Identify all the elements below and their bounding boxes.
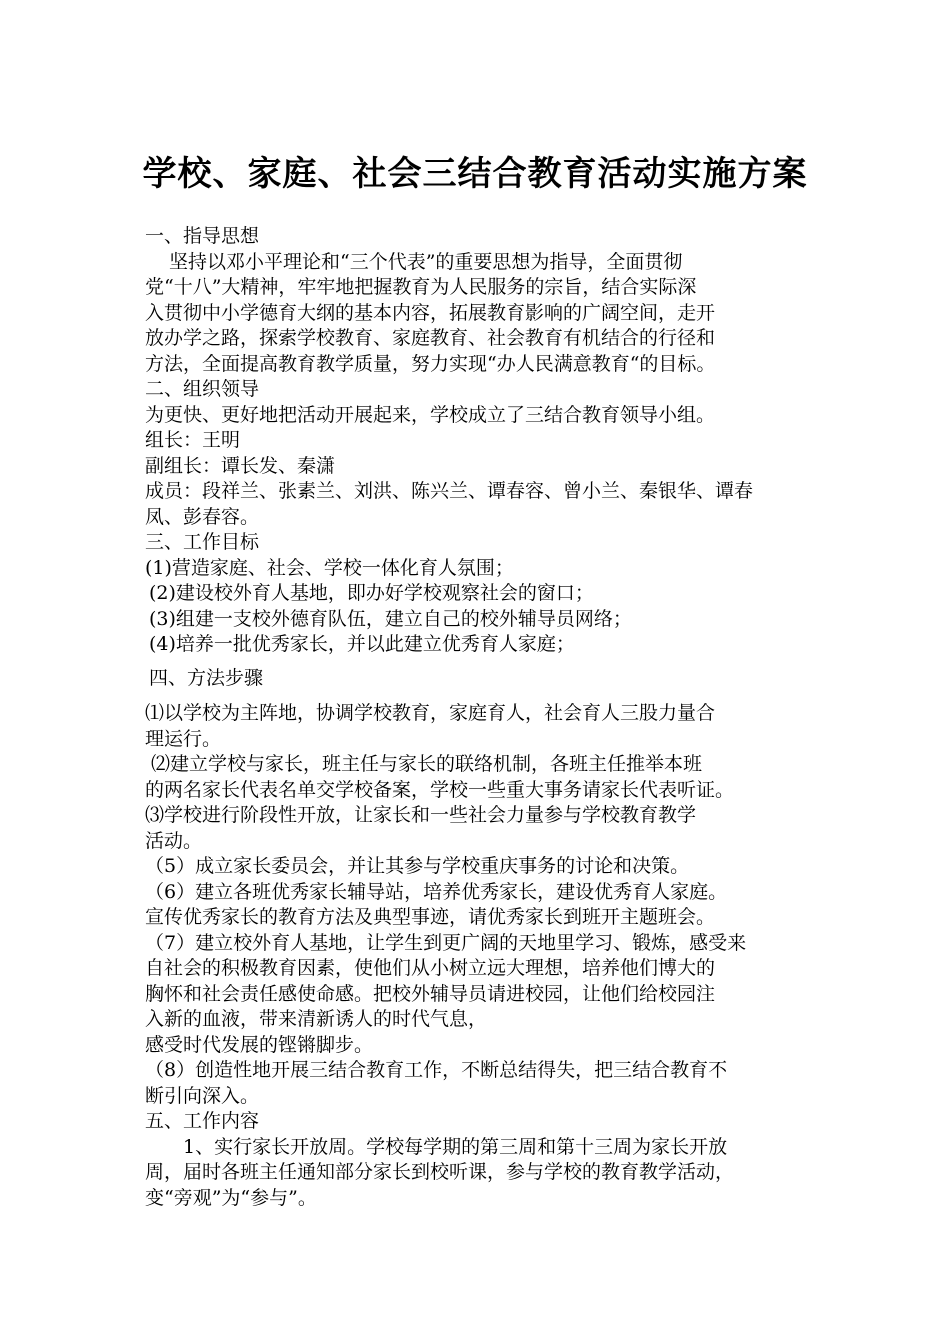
method-item: 理运行。 [145,727,222,750]
goal-item: (1)营造家庭、社会、学校一体化育人氛围； [145,556,514,579]
method-item: 宣传优秀家长的教育方法及典型事迹，请优秀家长到班开主题班会。 [145,906,716,928]
leader-line: 组长：王明 [145,429,241,451]
paragraph-line: 为更快、更好地把活动开展起来，学校成立了三结合教育领导小组。 [145,403,716,426]
document-title: 学校、家庭、社会三结合教育活动实施方案 [142,153,808,194]
method-item: 入新的血液，带来清新诱人的时代气息， [145,1008,488,1030]
method-item: 胸怀和社会责任感使命感。把校外辅导员请进校园，让他们给校园注 [145,982,716,1005]
document-body [145,224,825,1211]
deputy-leader-line: 副组长：谭长发、秦潇 [145,454,336,477]
members-line: 凤、彭春容。 [145,505,260,528]
method-item: ⑶学校进行阶段性开放，让家长和一些社会力量参与学校教育教学 [145,804,697,826]
paragraph-line: 坚持以邓小平理论和“三个代表”的重要思想为指导，全面贯彻 [169,250,683,273]
section-heading-goals: 三、工作目标 [145,531,260,553]
paragraph-line: 方法，全面提高教育教学质量，努力实现“办人民满意教育“的目标。 [145,352,716,375]
method-item: （7）建立校外育人基地，让学生到更广阔的天地里学习、锻炼，感受来 [145,931,747,954]
method-item: 活动。 [145,829,203,852]
method-item: （6）建立各班优秀家长辅导站，培养优秀家长，建设优秀育人家庭。 [145,880,728,903]
method-item: ⑵建立学校与家长，班主任与家长的联络机制，各班主任推举本班 [151,753,703,775]
method-item: （5）成立家长委员会，并让其参与学校重庆事务的讨论和决策。 [145,855,690,877]
paragraph-line: 周，届时各班主任通知部分家长到校听课，参与学校的教育教学活动， [145,1161,735,1183]
goal-item: (4)培养一批优秀家长，并以此建立优秀育人家庭； [149,633,575,655]
section-heading-organization: 二、组织领导 [145,378,260,400]
paragraph-line: 党“十八”大精神，牢牢地把握教育为人民服务的宗旨，结合实际深 [145,276,697,298]
paragraph-line: 入贯彻中小学德育大纲的基本内容，拓展教育影响的广阔空间，走开 [145,301,716,324]
members-line: 成员：段祥兰、张素兰、刘洪、陈兴兰、谭春容、曾小兰、秦银华、谭春 [145,480,754,502]
paragraph-line: 放办学之路，探索学校教育、家庭教育、社会教育有机结合的行径和 [145,327,716,349]
goal-item: (3)组建一支校外德育队伍，建立自己的校外辅导员网络； [149,607,632,630]
method-item: 断引向深入。 [145,1084,260,1107]
section-heading-work-content: 五、工作内容 [145,1110,260,1132]
method-item: 的两名家长代表名单交学校备案，学校一些重大事务请家长代表听证。 [145,778,735,801]
goal-item: (2)建设校外育人基地，即办好学校观察社会的窗口； [149,582,594,604]
method-item: 自社会的积极教育因素，使他们从小树立远大理想，培养他们博大的 [145,957,716,979]
section-heading-guiding-ideology: 一、指导思想 [145,225,260,247]
method-item: （8）创造性地开展三结合教育工作，不断总结得失，把三结合教育不 [145,1059,728,1081]
method-item: ⑴以学校为主阵地，协调学校教育，家庭育人，社会育人三股力量合 [145,702,716,724]
paragraph-line: 变“旁观”为“参与”。 [145,1186,317,1209]
paragraph-line: 1、实行家长开放周。学校每学期的第三周和第十三周为家长开放 [183,1135,728,1158]
method-item: 感受时代发展的铿锵脚步。 [145,1033,374,1056]
section-heading-methods: 四、方法步骤 [149,666,264,689]
